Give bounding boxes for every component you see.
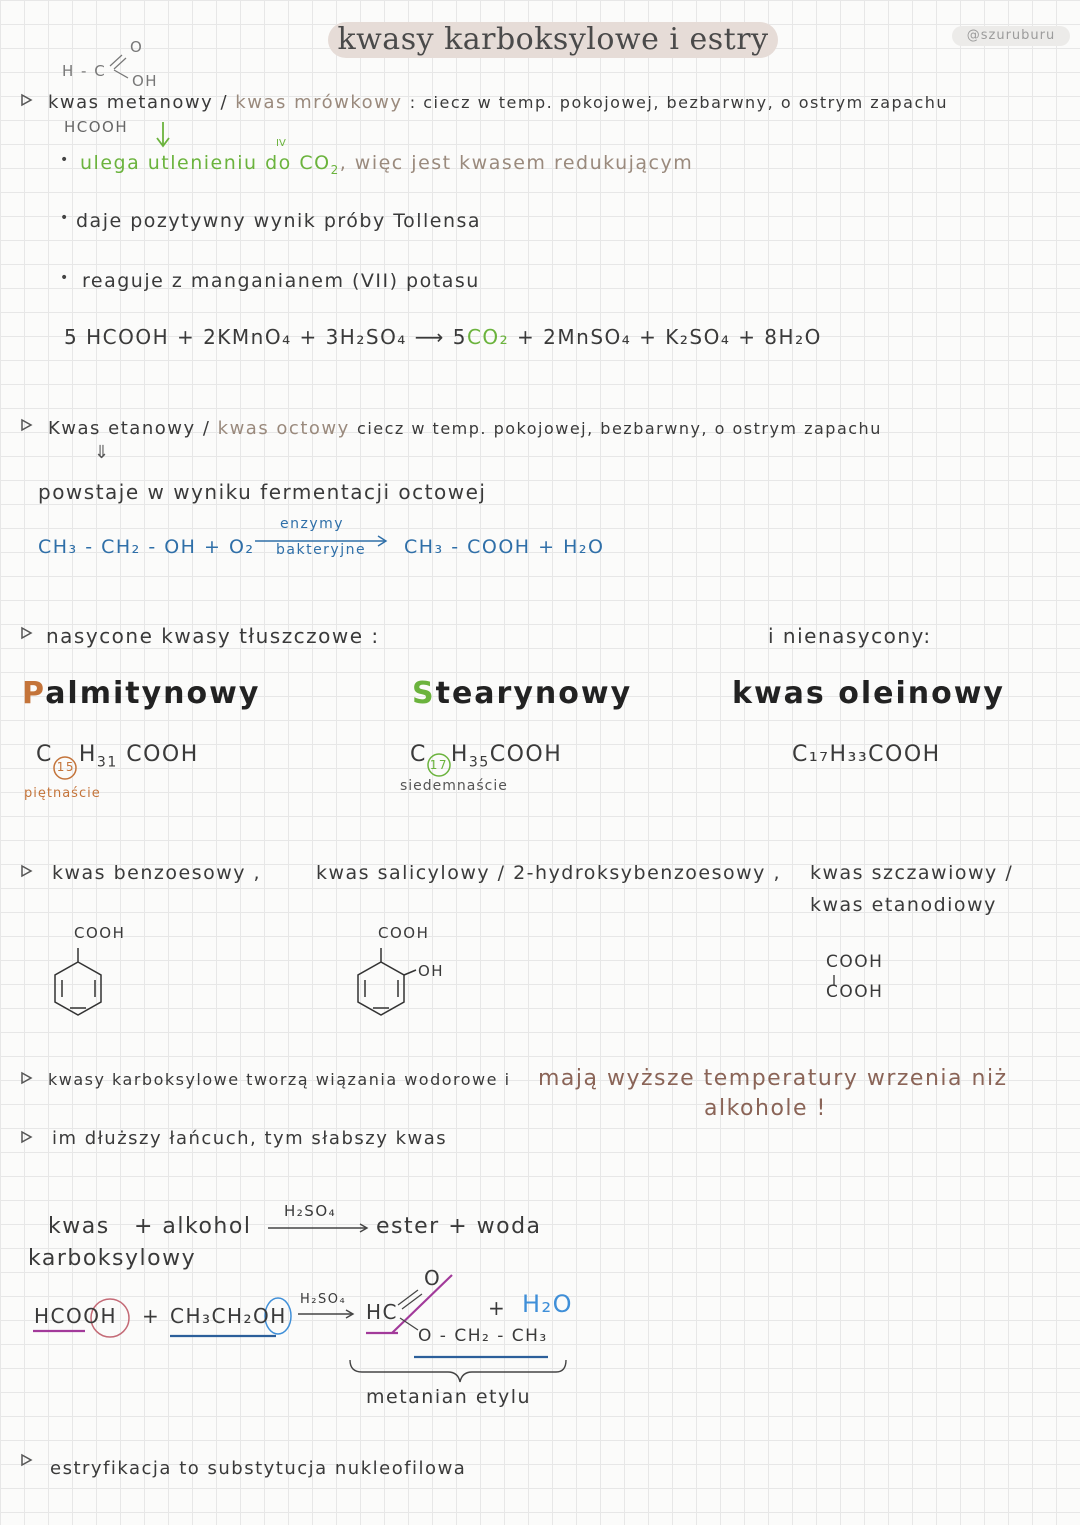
hydrogen-bonds-text: kwasy karboksylowe tworzą wiązania wodorowe i xyxy=(48,1070,511,1089)
chain-length-text: im dłuższy łańcuch, tym słabszy kwas xyxy=(52,1128,448,1149)
esterification-note: estryfikacja to substytucja nukleofilowa xyxy=(50,1458,467,1479)
formic-formula: HCOOH xyxy=(64,118,129,136)
equation-co2: CO₂ xyxy=(466,325,510,349)
stearic-rest: tearynowy xyxy=(435,676,633,711)
equation-arrow: ⟶ xyxy=(414,325,445,349)
acetic-heading xyxy=(48,418,882,439)
boiling-point-note-2: alkohole ! xyxy=(704,1096,827,1121)
palmitic-formula-h: H xyxy=(78,742,97,767)
oxalic-heading-1: kwas szczawiowy / xyxy=(810,862,1014,884)
product-carbonyl-o: O xyxy=(424,1266,442,1290)
oxidation-subscript: 2 xyxy=(330,162,340,177)
reaction-acid-oh: OH xyxy=(83,1304,118,1328)
acetic-common-name: kwas octowy xyxy=(217,418,350,439)
ester-name-brace xyxy=(350,1360,566,1382)
formic-structure-oh: OH xyxy=(132,72,159,90)
author-handle: @szuruburu xyxy=(966,28,1056,43)
oxalic-cooh-bottom: COOH xyxy=(826,982,884,1002)
equation-co2-coefficient: 5 xyxy=(452,325,467,349)
product-hc: HC xyxy=(366,1300,399,1324)
formic-structure-bonds xyxy=(110,55,128,78)
oxidation-text: ulega utlenieniu do CO xyxy=(80,152,331,174)
tollens-text: daje pozytywny wynik próby Tollensa xyxy=(76,210,482,232)
salicylic-oh-label: OH xyxy=(418,962,445,980)
permanganate-equation xyxy=(64,325,822,349)
palmitic-initial: P xyxy=(22,676,46,711)
scheme-acid-2: karboksylowy xyxy=(28,1246,197,1271)
fermentation-products: CH₃ - COOH + H₂O xyxy=(404,536,605,558)
bullet-dot: • xyxy=(60,152,69,168)
oleic-name: kwas oleinowy xyxy=(732,676,1005,711)
bullet-dot: • xyxy=(60,270,69,286)
acetic-description: ciecz w temp. pokojowej, bezbarwny, o ostrym zapachu xyxy=(357,419,882,438)
equation-reactants: 5 HCOOH + 2KMnO₄ + 3H₂SO₄ xyxy=(64,325,407,349)
acetic-name: Kwas etanowy / xyxy=(48,418,211,439)
palmitic-rest: almitynowy xyxy=(45,676,261,711)
salicylic-cooh-label: COOH xyxy=(378,924,430,942)
formic-common-name: kwas mrówkowy xyxy=(235,92,403,113)
boiling-point-note: mają wyższe temperatury wrzenia niż xyxy=(538,1066,1008,1091)
ester-name: metanian etylu xyxy=(366,1386,532,1408)
product-alkoxy: O - CH₂ - CH₃ xyxy=(418,1326,548,1346)
formic-description: : ciecz w temp. pokojowej, bezbarwny, o ostrym zapachu xyxy=(409,93,949,112)
benzoic-heading: kwas benzoesowy , xyxy=(52,862,262,884)
stearic-formula-c: C xyxy=(410,742,427,767)
stearic-name xyxy=(412,676,632,711)
palmitic-note: piętnaście xyxy=(24,786,101,801)
oxidation-state: IV xyxy=(276,138,286,149)
benzoic-cooh-label: COOH xyxy=(74,924,126,942)
reaction-catalyst: H₂SO₄ xyxy=(300,1292,347,1307)
scheme-alcohol: + alkohol xyxy=(134,1214,252,1239)
scheme-acid-1: kwas xyxy=(48,1214,110,1239)
reaction-alcohol-chain: CH₃CH₂O xyxy=(170,1304,271,1328)
palmitic-formula xyxy=(36,742,199,774)
formic-structure-o: O xyxy=(130,38,144,56)
salicylic-acid-ring xyxy=(358,948,416,1015)
salicylic-heading: kwas salicylowy / 2-hydroksybenzoesowy , xyxy=(316,862,782,884)
oxidation-line xyxy=(80,152,693,177)
unsaturated-heading: i nienasycony: xyxy=(768,624,932,648)
benzoic-acid-ring xyxy=(55,948,101,1015)
stearic-initial: S xyxy=(412,676,436,711)
product-water: H₂O xyxy=(522,1290,574,1318)
formic-heading xyxy=(48,92,948,113)
stearic-cooh: COOH xyxy=(489,742,563,767)
palmitic-h-count: 31 xyxy=(96,754,118,771)
equation-products: + 2MnSO₄ + K₂SO₄ + 8H₂O xyxy=(517,325,822,349)
stearic-note: siedemnaście xyxy=(400,778,508,794)
reaction-plus: + xyxy=(142,1304,161,1328)
down-arrow-icon: ⇓ xyxy=(94,442,110,463)
stearic-formula xyxy=(410,742,562,770)
formic-name: kwas metanowy / xyxy=(48,92,229,113)
enzyme-label-bottom: bakteryjne xyxy=(276,542,367,558)
reaction-alcohol-h: H xyxy=(270,1304,287,1328)
palmitic-carbon-count: 15 xyxy=(56,760,76,774)
oxidation-conclusion: , więc jest kwasem redukującym xyxy=(339,152,694,174)
stearic-carbon-count: 17 xyxy=(429,758,449,772)
palmitic-cooh: COOH xyxy=(126,742,199,767)
palmitic-name xyxy=(22,676,260,711)
oxalic-cooh-top: COOH xyxy=(826,952,884,972)
fermentation-reactants: CH₃ - CH₂ - OH + O₂ xyxy=(38,536,255,558)
formic-structure-h: H - C xyxy=(62,62,107,80)
product-plus: + xyxy=(488,1296,507,1320)
permanganate-text: reaguje z manganianem (VII) potasu xyxy=(82,270,480,292)
enzyme-label-top: enzymy xyxy=(280,516,345,532)
oxalic-heading-2: kwas etanodiowy xyxy=(810,894,997,916)
saturated-heading: nasycone kwasy tłuszczowe : xyxy=(46,624,380,648)
bullet-dot: • xyxy=(60,210,69,226)
palmitic-formula-c: C xyxy=(36,742,53,767)
reaction-acid-hco: HCO xyxy=(34,1304,84,1328)
fermentation-text: powstaje w wyniku fermentacji octowej xyxy=(38,480,487,504)
reaction-acid xyxy=(34,1304,117,1328)
reaction-alcohol xyxy=(170,1304,287,1328)
scheme-catalyst: H₂SO₄ xyxy=(284,1202,337,1220)
stearic-h-count: 35 xyxy=(468,754,490,771)
green-arrow-icon xyxy=(157,122,169,146)
oleic-formula: C₁₇H₃₃COOH xyxy=(792,742,941,767)
scheme-products: ester + woda xyxy=(376,1214,542,1239)
stearic-formula-h: H xyxy=(450,742,469,767)
page-title: kwasy karboksylowe i estry xyxy=(337,22,769,57)
